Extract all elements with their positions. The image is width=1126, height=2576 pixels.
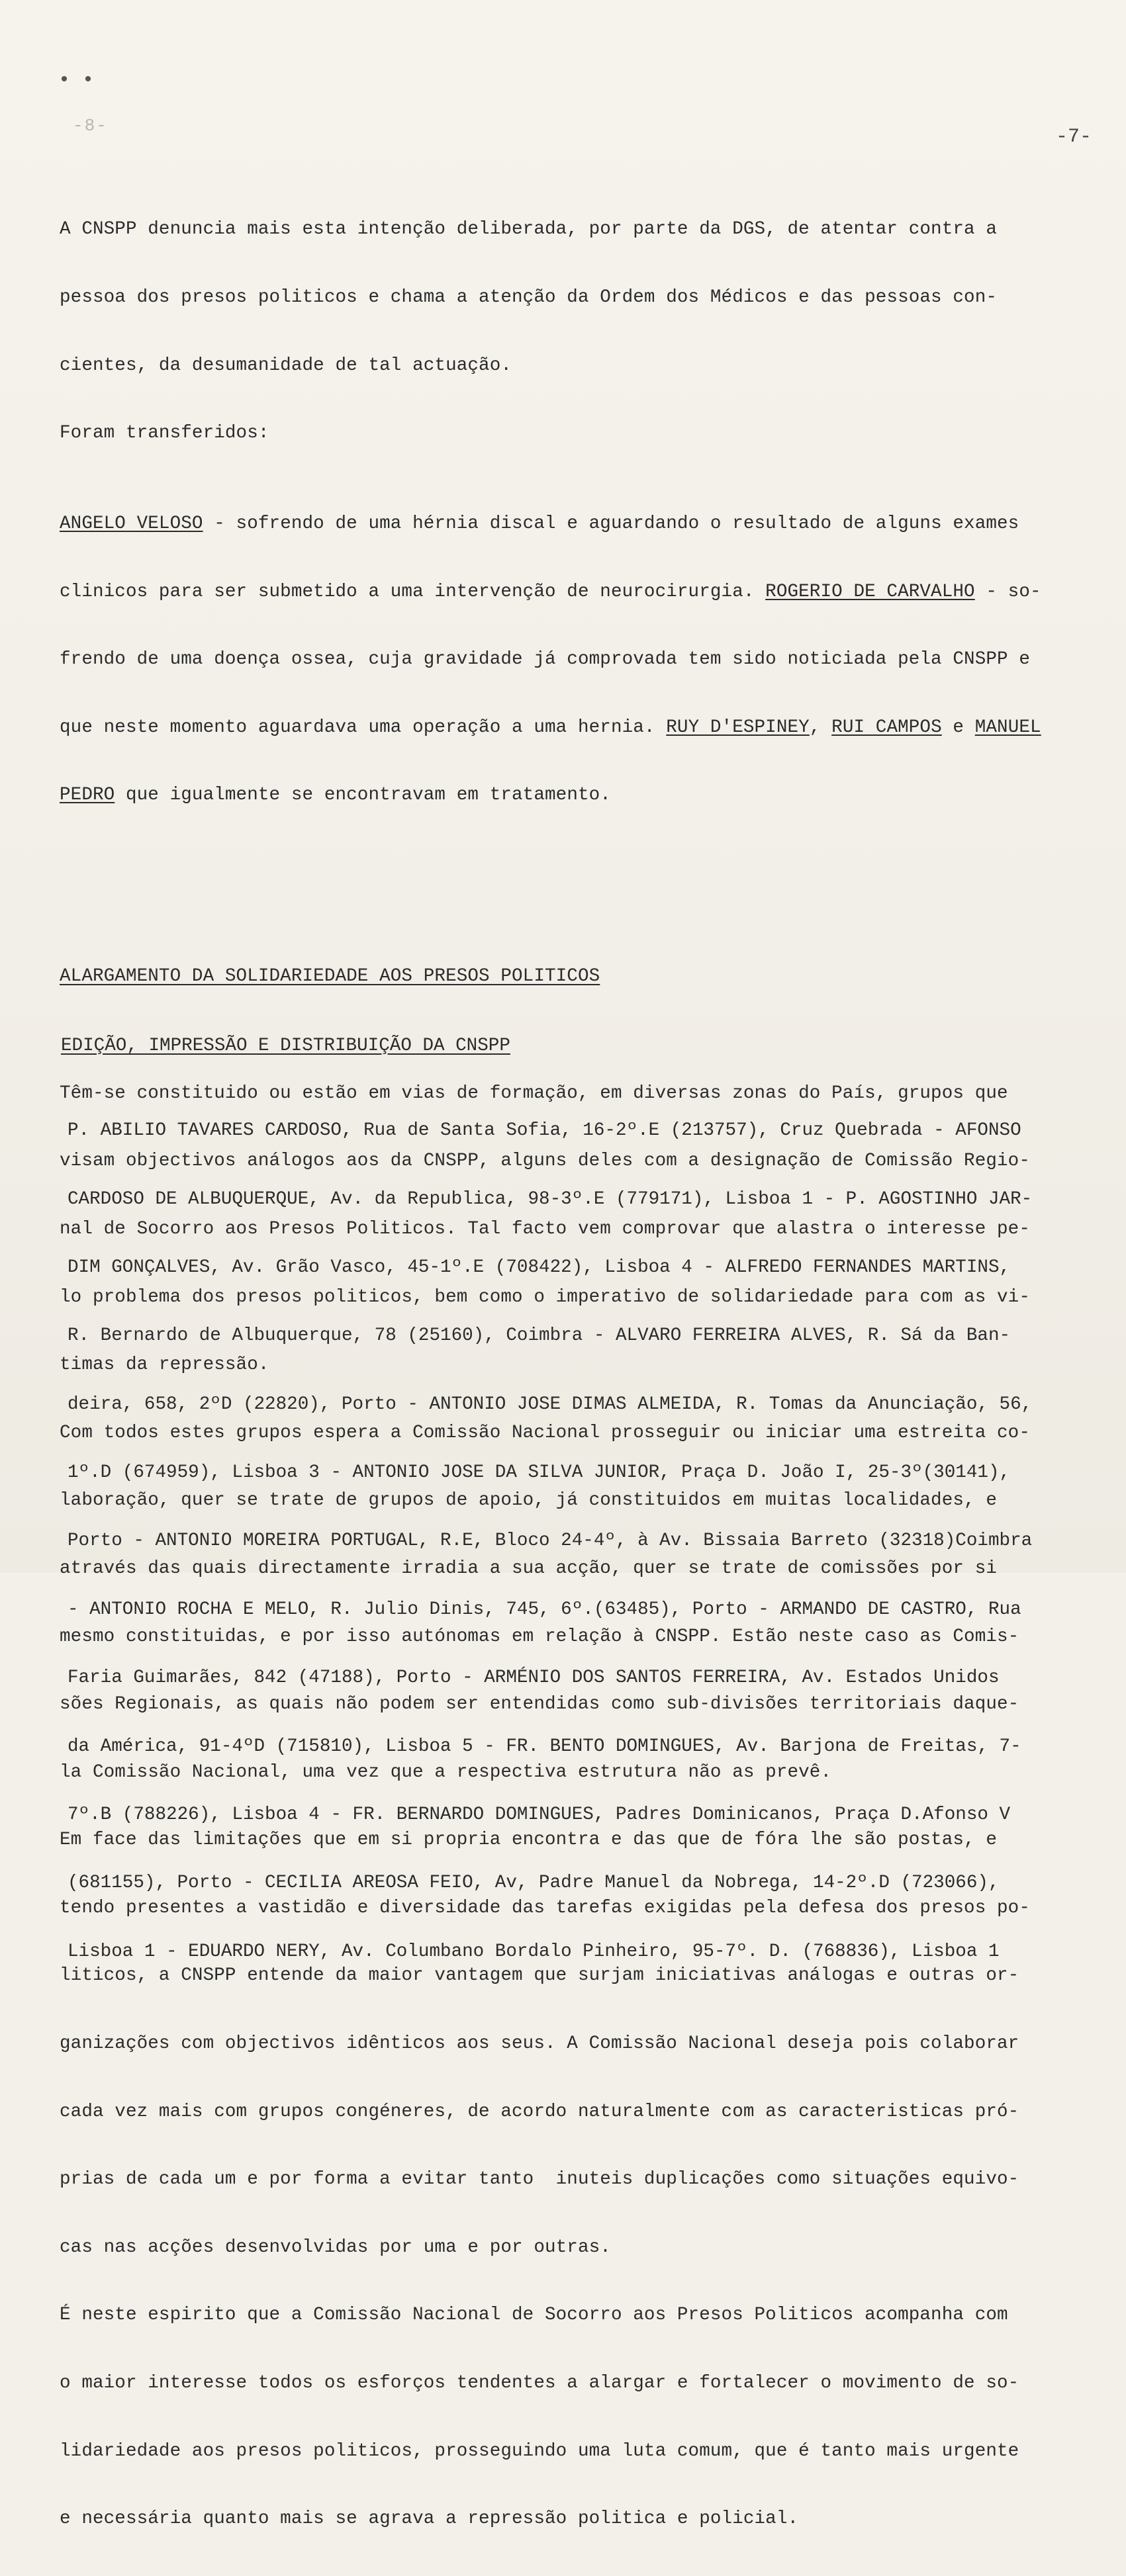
separator: e xyxy=(941,717,975,738)
section-line: É neste espirito que a Comissão Nacional de Socorro aos Presos Politicos acompanha com xyxy=(60,2305,1008,2326)
section-line: Em face das limitações que em si propria encontra e das que de fóra lhe são postas, e xyxy=(60,1830,998,1851)
transfer-line xyxy=(60,513,1092,535)
prisoner-name: RUY D'ESPINEY xyxy=(666,717,810,738)
section-line: sões Regionais, as quais não podem ser entendidas como sub-divisões territoriais daque- xyxy=(60,1694,1019,1715)
transfer-text: - so- xyxy=(974,581,1041,602)
prisoner-name: ROGERIO DE CARVALHO xyxy=(765,581,975,602)
transfer-line xyxy=(60,717,1092,739)
prisoner-name: PEDRO xyxy=(60,785,115,806)
section-line: tendo presentes a vastidão e diversidade das tarefas exigidas pela defesa dos presos po- xyxy=(60,1897,1030,1918)
section-line: ganizações com objectivos idênticos aos seus. A Comissão Nacional deseja pois colaborar xyxy=(60,2033,1019,2055)
section-line: liticos, a CNSPP entende da maior vantagem que surjam iniciativas análogas e outras or- xyxy=(60,1965,1019,1986)
section-line: lidariedade aos presos politicos, prosseguindo uma luta comum, que é tanto mais urgente xyxy=(60,2440,1019,2462)
contributors-line: Faria Guimarães, 842 (47188), Porto - ARMÉNIO DOS SANTOS FERREIRA, Av. Estados Unidos xyxy=(68,1667,1000,1689)
section-line: através das quais directamente irradia a sua acção, quer se trate de comissões por si xyxy=(60,1558,998,1579)
contributors-line: Lisboa 1 - EDUARDO NERY, Av. Columbano Bordalo Pinheiro, 95-7º. D. (768836), Lisboa 1 xyxy=(68,1941,1000,1962)
paragraph-line: Foram transferidos: xyxy=(60,423,269,444)
section-line: prias de cada um e por forma a evitar tanto inuteis duplicações como situações equivo- xyxy=(60,2169,1019,2190)
prisoner-name: RUI CAMPOS xyxy=(831,717,942,738)
transfer-line: frendo de uma doença ossea, cuja gravidade já comprovada tem sido noticiada pela CNSPP e xyxy=(60,649,1030,670)
page-number: -7- xyxy=(1055,126,1092,148)
section-line: cas nas acções desenvolvidas por uma e por outras. xyxy=(60,2237,611,2258)
section-line: visam objectivos análogos aos da CNSPP, alguns deles com a designação de Comissão Regio- xyxy=(60,1151,1030,1172)
bleed-through-page-mark: -8- xyxy=(73,116,108,136)
section-line: la Comissão Nacional, uma vez que a respectiva estrutura não as prevê. xyxy=(60,1761,832,1783)
paragraph-line: A CNSPP denuncia mais esta intenção deliberada, por parte da DGS, de atentar contra a xyxy=(60,219,998,240)
section-line: cada vez mais com grupos congéneres, de acordo naturalmente com as caracteristicas pró- xyxy=(60,2101,1019,2122)
separator: , xyxy=(809,717,832,738)
contributors-line: 7º.B (788226), Lisboa 4 - FR. BERNARDO DOMINGUES, Padres Dominicanos, Praça D.Afonso V xyxy=(68,1804,1011,1825)
section-line: Com todos estes grupos espera a Comissão Nacional prosseguir ou iniciar uma estreita co- xyxy=(60,1422,1030,1443)
contributors-line: - ANTONIO ROCHA E MELO, R. Julio Dinis, 745, 6º.(63485), Porto - ARMANDO DE CASTRO, Rua xyxy=(68,1599,1021,1620)
section-line: lo problema dos presos politicos, bem como o imperativo de solidariedade para com as vi- xyxy=(60,1286,1030,1308)
spacer xyxy=(60,875,1092,897)
section-heading: ALARGAMENTO DA SOLIDARIEDADE AOS PRESOS POLITICOS xyxy=(60,965,600,987)
page-dots-decoration: •• xyxy=(58,69,107,92)
contributors-list xyxy=(68,1074,1100,2009)
paragraph-line: pessoa dos presos politicos e chama a atenção da Ordem dos Médicos e das pessoas con- xyxy=(60,287,998,308)
transfer-text: clinicos para ser submetido a uma intervenção de neurocirurgia. xyxy=(60,581,766,602)
transfer-text: - sofrendo de uma hérnia discal e aguardando o resultado de alguns exames xyxy=(203,513,1019,534)
prisoner-name: ANGELO VELOSO xyxy=(60,513,203,534)
contributors-line: (681155), Porto - CECILIA AREOSA FEIO, Av, Padre Manuel da Nobrega, 14-2º.D (723066), xyxy=(68,1873,1000,1894)
section-line: laboração, quer se trate de grupos de apoio, já constituidos em muitas localidades, e xyxy=(60,1490,998,1511)
contributors-line: deira, 658, 2ºD (22820), Porto - ANTONIO JOSE DIMAS ALMEIDA, R. Tomas da Anunciação, 56, xyxy=(68,1394,1033,1415)
contributors-line: R. Bernardo de Albuquerque, 78 (25160), Coimbra - ALVARO FERREIRA ALVES, R. Sá da Ban- xyxy=(68,1325,1011,1347)
transfer-line xyxy=(60,581,1092,603)
section-line: Têm-se constituido ou estão em vias de formação, em diversas zonas do País, grupos que xyxy=(60,1083,1008,1104)
transfer-text: que igualmente se encontravam em tratamento. xyxy=(115,785,611,806)
contributors-line: P. ABILIO TAVARES CARDOSO, Rua de Santa Sofia, 16-2º.E (213757), Cruz Quebrada - AFONSO xyxy=(68,1120,1021,1141)
transfer-text: que neste momento aguardava uma operação a uma hernia. xyxy=(60,717,667,738)
section-line: nal de Socorro aos Presos Politicos. Tal facto vem comprovar que alastra o interesse pe- xyxy=(60,1218,1030,1239)
contributors-line: 1º.D (674959), Lisboa 3 - ANTONIO JOSE DA SILVA JUNIOR, Praça D. João I, 25-3º(30141), xyxy=(68,1462,1011,1484)
contributors-line: Porto - ANTONIO MOREIRA PORTUGAL, R.E, Bloco 24-4º, à Av. Bissaia Barreto (32318)Coimbra xyxy=(68,1531,1033,1552)
contributors-line: DIM GONÇALVES, Av. Grão Vasco, 45-1º.E (708422), Lisboa 4 - ALFREDO FERNANDES MARTINS, xyxy=(68,1257,1011,1278)
section-line: timas da repressão. xyxy=(60,1355,269,1376)
paragraph-line: cientes, da desumanidade de tal actuação. xyxy=(60,355,512,376)
section-heading: EDIÇÃO, IMPRESSÃO E DISTRIBUIÇÃO DA CNSPP xyxy=(61,1036,510,1056)
contributors-line: CARDOSO DE ALBUQUERQUE, Av. da Republica, 98-3º.E (779171), Lisboa 1 - P. AGOSTINHO JAR- xyxy=(68,1188,1033,1210)
prisoner-name: MANUEL xyxy=(974,717,1041,738)
transfer-line xyxy=(60,784,1092,807)
section-line: mesmo constituidas, e por isso autónomas em relação à CNSPP. Estão neste caso as Comis- xyxy=(60,1626,1019,1647)
section-line: o maior interesse todos os esforços tendentes a alargar e fortalecer o movimento de so- xyxy=(60,2373,1019,2394)
contributors-line: da América, 91-4ºD (715810), Lisboa 5 - FR. BENTO DOMINGUES, Av. Barjona de Freitas, 7- xyxy=(68,1736,1021,1757)
section-line: e necessária quanto mais se agrava a repressão politica e policial. xyxy=(60,2509,799,2530)
